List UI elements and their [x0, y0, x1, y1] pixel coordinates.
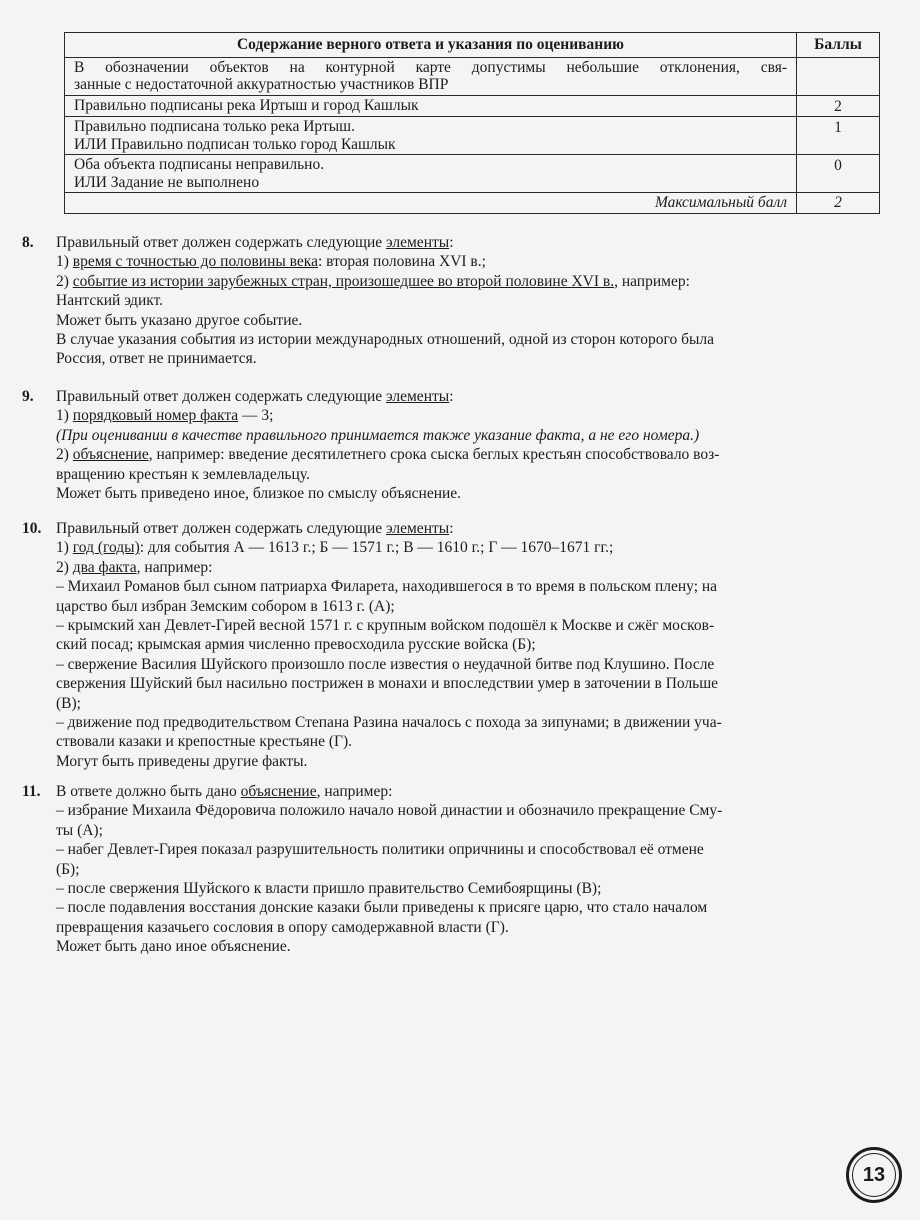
criteria-line: В обозначении объектов на контурной карте допустимы небольшие отклонения, свя- — [74, 58, 787, 76]
answer-line: Может быть приведено иное, близкое по смыслу объяснение. — [56, 485, 462, 503]
criteria-line: Оба объекта подписаны неправильно. — [74, 156, 325, 173]
answer-line: превращения казачьего сословия в опору самодержавной власти (Г). — [56, 918, 509, 936]
criteria-line: Правильно подписаны река Иртыш и город Кашлык — [74, 96, 419, 114]
page-number-badge — [846, 1147, 902, 1203]
answer-number: 10. — [22, 520, 42, 537]
answer-line: царство был избран Земским собором в 1613 г. (А); — [56, 597, 395, 615]
answer-intro — [56, 233, 882, 252]
header-content: Содержание верного ответа и указания по оцениванию — [65, 33, 797, 58]
criteria-line: Правильно подписана только река Иртыш. — [74, 118, 355, 135]
element-keyword: год (годы) — [72, 539, 140, 557]
points-cell: 2 — [797, 95, 880, 117]
table-header-row — [65, 33, 880, 58]
element-keyword: время с точностью до половины века — [72, 253, 318, 271]
max-score-row — [65, 193, 880, 214]
answer-line: Могут быть приведены другие факты. — [56, 752, 308, 770]
element-text: , например: введение десятилетнего срока сыска беглых крестьян способствовало воз- — [148, 446, 720, 464]
table-row — [65, 117, 880, 155]
grading-table — [64, 32, 880, 214]
answer-line: Может быть указано другое событие. — [56, 311, 303, 329]
criteria-cell — [65, 95, 797, 117]
element-keyword: событие из истории зарубежных стран, произошедшее во второй половине XVI в. — [72, 272, 615, 290]
grading-note: (При оценивании в качестве правильного принимается также указание факта, а не его номера.) — [56, 426, 700, 444]
table-row — [65, 57, 880, 95]
intro-end: : — [449, 520, 454, 537]
answer-line: – Михаил Романов был сыном патриарха Филарета, находившегося в то время в польском плену; на — [56, 578, 718, 596]
element-2 — [56, 272, 882, 291]
element-text: : вторая половина XVI в.; — [317, 253, 486, 271]
answer-line: ты (А); — [56, 821, 103, 839]
element-text: , например: — [136, 558, 213, 576]
answer-9 — [22, 387, 882, 503]
answer-line: – после подавления восстания донские казаки были приведены к присяге царю, что стало началом — [56, 899, 708, 917]
intro-text: В ответе должно быть дано — [56, 783, 241, 800]
criteria-cell — [65, 117, 797, 155]
answer-body — [56, 233, 882, 369]
intro-keyword: элементы — [386, 234, 450, 251]
element-2 — [56, 445, 882, 464]
answer-line: – крымский хан Девлет-Гирей весной 1571 г. с крупным войском подошёл к Москве и сжёг москов- — [56, 617, 715, 635]
answer-body — [56, 387, 882, 503]
answer-intro — [56, 519, 882, 538]
criteria-cell — [65, 155, 797, 193]
answer-line: В случае указания события из истории международных отношений, одной из сторон которого была — [56, 331, 715, 349]
element-text: : для события А — 1613 г.; Б — 1571 г.; В — 1610 г.; Г — 1670–1671 гг.; — [139, 539, 614, 557]
element-number: 1) — [56, 253, 73, 271]
element-number: 2) — [56, 446, 73, 464]
answer-line: свержения Шуйский был насильно пострижен в монахи и впоследствии умер в заточении в Польше — [56, 675, 719, 693]
element-1 — [56, 252, 882, 271]
answer-body — [56, 519, 882, 771]
criteria-line: занные с недостаточной аккуратностью участников ВПР — [74, 76, 449, 93]
answer-line: – свержение Василия Шуйского произошло после известия о неудачной битве под Клушино. После — [56, 655, 715, 673]
table-row — [65, 155, 880, 193]
answer-10 — [22, 519, 882, 771]
element-number: 1) — [56, 407, 73, 425]
page-number: 13 — [852, 1153, 896, 1197]
element-keyword: два факта — [72, 558, 137, 576]
element-keyword: порядковый номер факта — [72, 407, 239, 425]
element-2 — [56, 558, 882, 577]
element-text: — 3; — [238, 407, 274, 425]
intro-keyword: элементы — [386, 520, 450, 537]
answer-number: 9. — [22, 388, 34, 405]
answer-intro — [56, 387, 882, 406]
answer-intro — [56, 782, 882, 801]
element-text: , например: — [614, 272, 690, 290]
points-cell: 1 — [797, 117, 880, 155]
intro-text: Правильный ответ должен содержать следующие — [56, 520, 387, 537]
answer-line: – набег Девлет-Гирея показал разрушительность политики опричнины и способствовал её отмене — [56, 841, 704, 859]
answer-11 — [22, 782, 882, 957]
answer-line: ствовали казаки и крепостные крестьяне (Г). — [56, 733, 353, 751]
intro-end: , например: — [316, 783, 393, 800]
answer-line: (Б); — [56, 860, 80, 878]
points-cell: 0 — [797, 155, 880, 193]
intro-text: Правильный ответ должен содержать следующие — [56, 234, 387, 251]
answer-line: (В); — [56, 694, 81, 712]
answer-line: Россия, ответ не принимается. — [56, 350, 257, 368]
max-score-label: Максимальный балл — [65, 193, 797, 214]
intro-keyword: элементы — [386, 388, 450, 405]
element-number: 1) — [56, 539, 73, 557]
answer-number: 11. — [22, 783, 41, 800]
element-keyword: объяснение — [72, 446, 149, 464]
answer-body — [56, 782, 882, 957]
intro-keyword: объяснение — [240, 783, 317, 800]
intro-text: Правильный ответ должен содержать следующие — [56, 388, 387, 405]
max-score-value: 2 — [797, 193, 880, 214]
answer-8 — [22, 233, 882, 369]
header-points: Баллы — [797, 33, 880, 58]
intro-end: : — [449, 388, 454, 405]
element-1 — [56, 406, 882, 425]
element-number: 2) — [56, 558, 73, 576]
answer-number: 8. — [22, 234, 34, 251]
answer-line: вращению крестьян к землевладельцу. — [56, 465, 310, 483]
answer-line: Нантский эдикт. — [56, 292, 164, 310]
criteria-line: ИЛИ Задание не выполнено — [74, 173, 260, 191]
criteria-cell — [65, 57, 797, 95]
intro-end: : — [449, 234, 454, 251]
answer-line: ский посад; крымская армия численно превосходила русские войска (Б); — [56, 636, 536, 654]
element-1 — [56, 538, 882, 557]
answer-line: Может быть дано иное объяснение. — [56, 938, 291, 956]
criteria-line: ИЛИ Правильно подписан только город Кашлык — [74, 135, 396, 153]
table-row — [65, 95, 880, 117]
answer-line: – после свержения Шуйского к власти пришло правительство Семибоярщины (В); — [56, 880, 602, 898]
answer-line: – избрание Михаила Фёдоровича положило начало новой династии и обозначило прекращение Сму- — [56, 802, 723, 820]
answer-line: – движение под предводительством Степана Разина началось с похода за зипунами; в движении уча- — [56, 714, 722, 732]
element-number: 2) — [56, 272, 73, 290]
points-cell — [797, 57, 880, 95]
